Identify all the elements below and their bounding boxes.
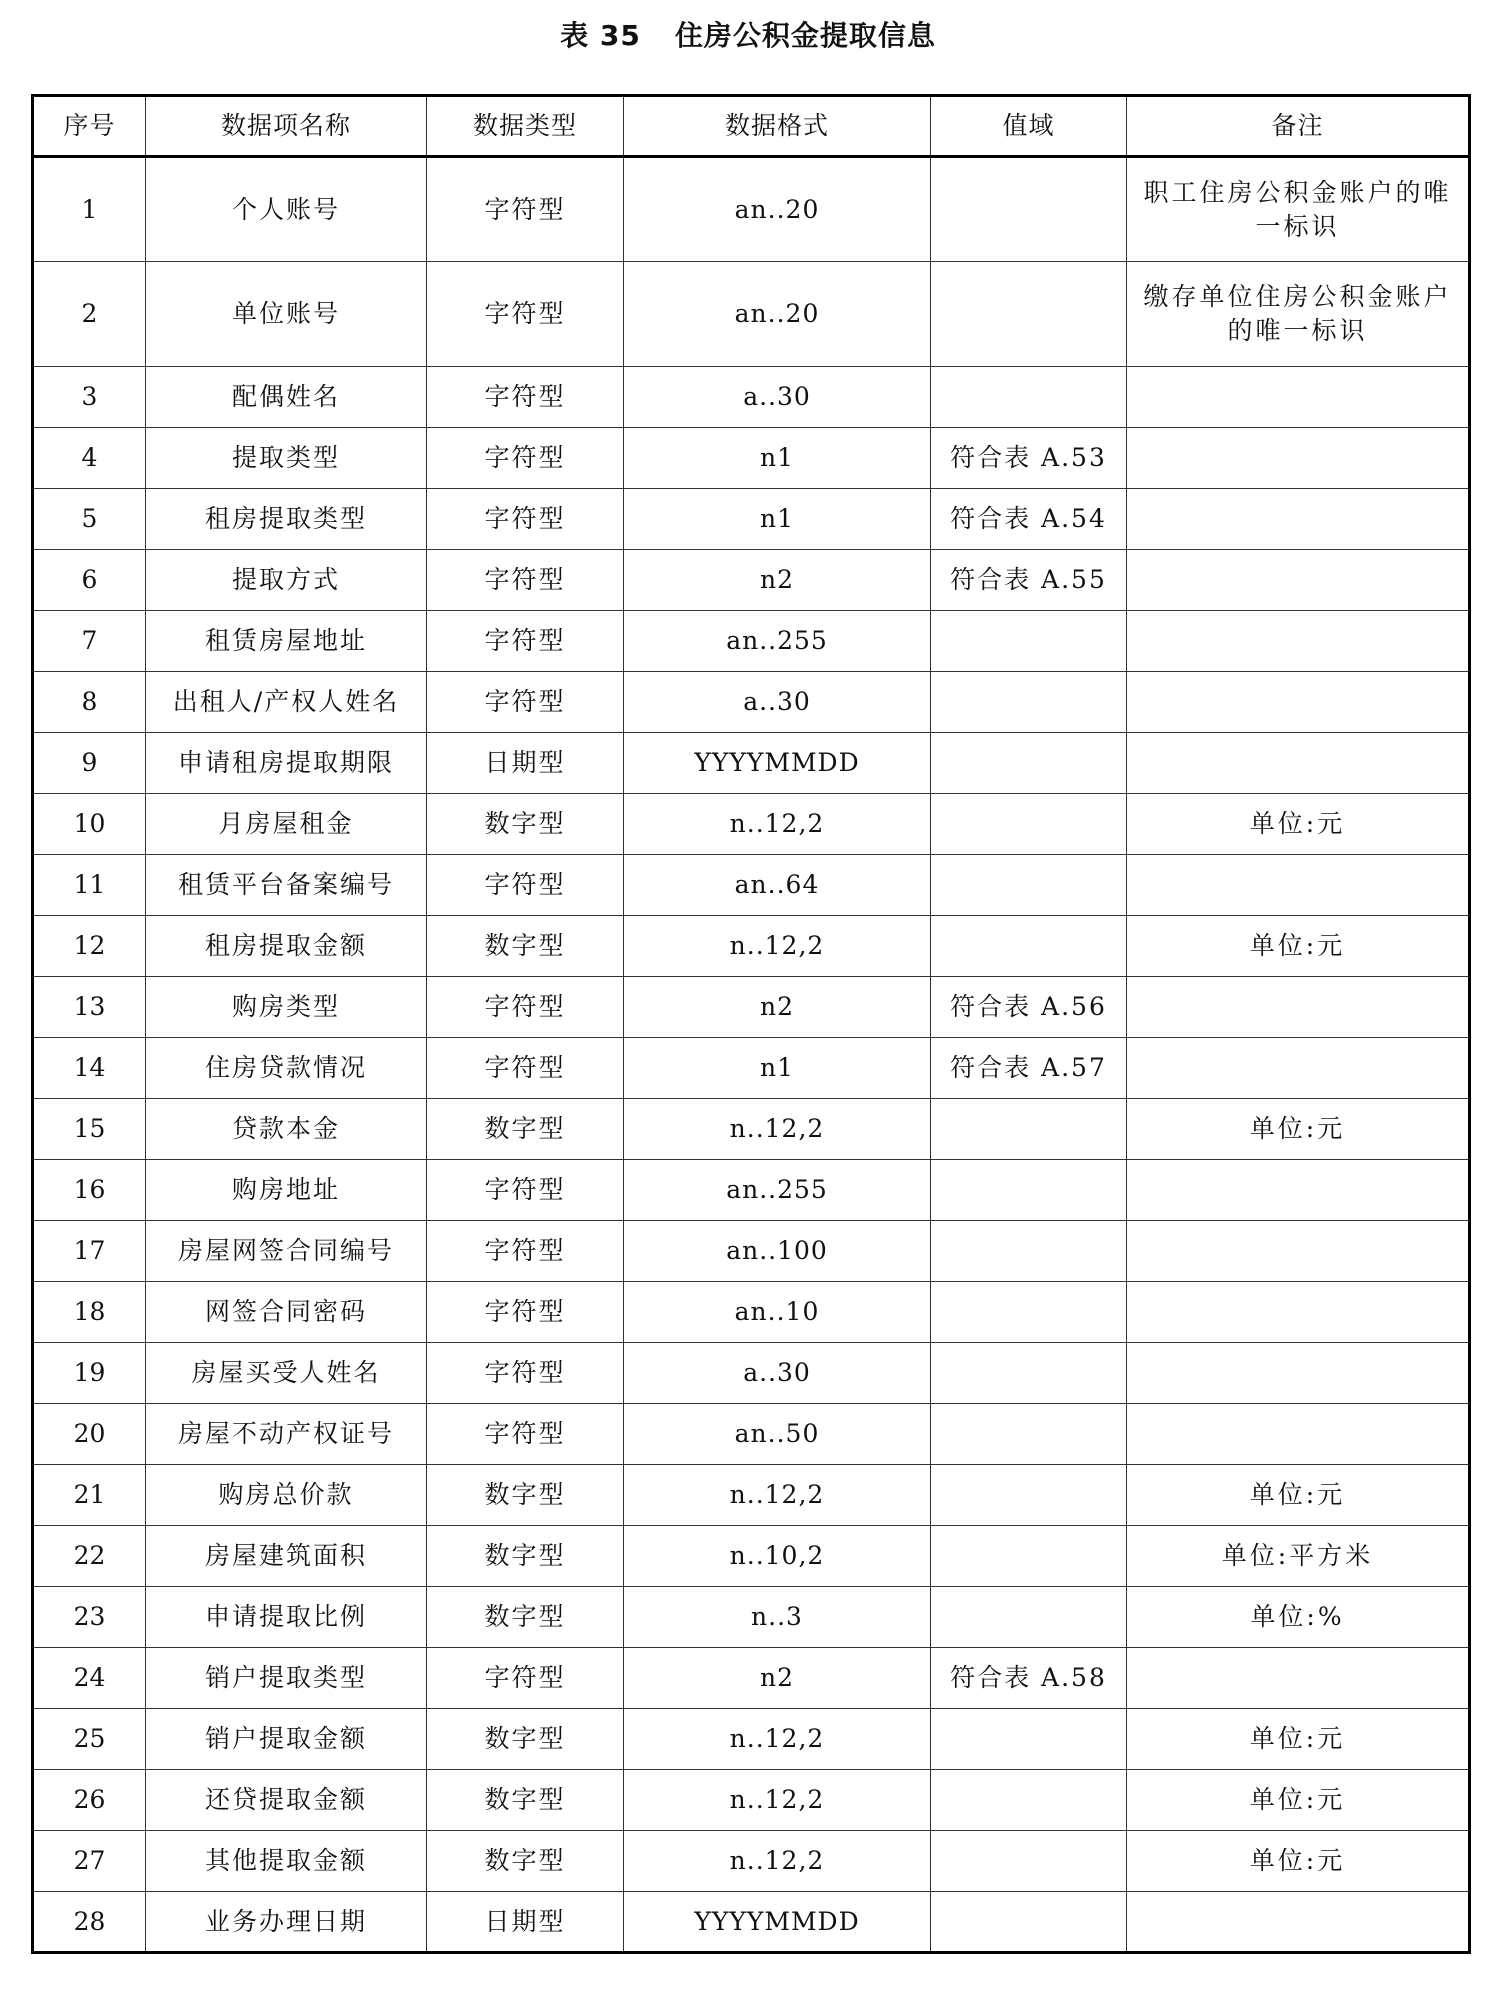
cell-type: 字符型 [427, 1038, 624, 1099]
table-row [33, 157, 1470, 262]
cell-no: 17 [33, 1221, 146, 1282]
cell-name: 销户提取类型 [146, 1648, 427, 1709]
table-header [33, 96, 1470, 157]
cell-no: 5 [33, 489, 146, 550]
table-row [33, 1465, 1470, 1526]
cell-range [931, 733, 1127, 794]
cell-no: 16 [33, 1160, 146, 1221]
table-row [33, 1160, 1470, 1221]
header-row [33, 96, 1470, 157]
cell-range [931, 1099, 1127, 1160]
cell-no: 27 [33, 1831, 146, 1892]
cell-type: 字符型 [427, 855, 624, 916]
cell-note [1127, 1221, 1470, 1282]
cell-name: 购房总价款 [146, 1465, 427, 1526]
cell-range [931, 1404, 1127, 1465]
table-row [33, 1282, 1470, 1343]
cell-type: 字符型 [427, 157, 624, 262]
cell-range [931, 1465, 1127, 1526]
table-row [33, 611, 1470, 672]
table-caption: 住房公积金提取信息 [674, 19, 936, 52]
table-row [33, 1709, 1470, 1770]
cell-format: YYYYMMDD [624, 1892, 931, 1953]
cell-format: an..20 [624, 157, 931, 262]
cell-note [1127, 1282, 1470, 1343]
table-row [33, 1404, 1470, 1465]
cell-note [1127, 1892, 1470, 1953]
table-body [33, 157, 1470, 1953]
cell-no: 12 [33, 916, 146, 977]
cell-type: 数字型 [427, 916, 624, 977]
cell-range [931, 1892, 1127, 1953]
cell-range [931, 794, 1127, 855]
cell-note [1127, 611, 1470, 672]
cell-no: 7 [33, 611, 146, 672]
cell-note: 单位:元 [1127, 1465, 1470, 1526]
cell-format: n2 [624, 977, 931, 1038]
cell-no: 4 [33, 428, 146, 489]
cell-note [1127, 1343, 1470, 1404]
cell-note [1127, 489, 1470, 550]
cell-no: 9 [33, 733, 146, 794]
cell-type: 字符型 [427, 1282, 624, 1343]
cell-type: 字符型 [427, 1221, 624, 1282]
cell-type: 字符型 [427, 1160, 624, 1221]
table-row [33, 1526, 1470, 1587]
cell-name: 房屋网签合同编号 [146, 1221, 427, 1282]
cell-no: 10 [33, 794, 146, 855]
table-row [33, 916, 1470, 977]
cell-name: 业务办理日期 [146, 1892, 427, 1953]
cell-no: 22 [33, 1526, 146, 1587]
cell-format: n..12,2 [624, 1709, 931, 1770]
cell-note [1127, 1038, 1470, 1099]
cell-name: 其他提取金额 [146, 1831, 427, 1892]
table-row [33, 428, 1470, 489]
cell-type: 字符型 [427, 367, 624, 428]
cell-no: 23 [33, 1587, 146, 1648]
table-row [33, 550, 1470, 611]
cell-note [1127, 977, 1470, 1038]
cell-range: 符合表 A.53 [931, 428, 1127, 489]
cell-name: 申请提取比例 [146, 1587, 427, 1648]
table-row [33, 1892, 1470, 1953]
cell-range: 符合表 A.57 [931, 1038, 1127, 1099]
cell-note: 单位:平方米 [1127, 1526, 1470, 1587]
cell-type: 字符型 [427, 428, 624, 489]
cell-name: 个人账号 [146, 157, 427, 262]
header-cell-name: 数据项名称 [146, 96, 427, 157]
cell-name: 申请租房提取期限 [146, 733, 427, 794]
cell-no: 8 [33, 672, 146, 733]
cell-format: n..12,2 [624, 1831, 931, 1892]
table-number: 表 35 [560, 19, 641, 52]
cell-format: n1 [624, 489, 931, 550]
cell-range [931, 367, 1127, 428]
cell-type: 字符型 [427, 1648, 624, 1709]
cell-format: a..30 [624, 672, 931, 733]
cell-no: 18 [33, 1282, 146, 1343]
table-title [0, 14, 1496, 54]
table-row [33, 1038, 1470, 1099]
cell-no: 13 [33, 977, 146, 1038]
cell-type: 字符型 [427, 611, 624, 672]
cell-format: n2 [624, 550, 931, 611]
header-cell-note: 备注 [1127, 96, 1470, 157]
table-row [33, 1587, 1470, 1648]
cell-no: 15 [33, 1099, 146, 1160]
cell-range [931, 1587, 1127, 1648]
cell-type: 字符型 [427, 977, 624, 1038]
cell-type: 字符型 [427, 489, 624, 550]
cell-format: an..20 [624, 262, 931, 367]
cell-no: 1 [33, 157, 146, 262]
cell-no: 25 [33, 1709, 146, 1770]
cell-note [1127, 367, 1470, 428]
cell-range [931, 611, 1127, 672]
cell-type: 日期型 [427, 733, 624, 794]
cell-type: 数字型 [427, 1587, 624, 1648]
cell-range [931, 1343, 1127, 1404]
cell-range [931, 1770, 1127, 1831]
cell-name: 销户提取金额 [146, 1709, 427, 1770]
cell-format: a..30 [624, 367, 931, 428]
cell-note: 缴存单位住房公积金账户的唯一标识 [1127, 262, 1470, 367]
cell-name: 购房地址 [146, 1160, 427, 1221]
cell-format: an..100 [624, 1221, 931, 1282]
cell-note: 单位:元 [1127, 1831, 1470, 1892]
cell-name: 租赁平台备案编号 [146, 855, 427, 916]
cell-note: 单位:元 [1127, 1770, 1470, 1831]
cell-format: n..12,2 [624, 1099, 931, 1160]
cell-name: 月房屋租金 [146, 794, 427, 855]
cell-range [931, 1282, 1127, 1343]
cell-type: 字符型 [427, 550, 624, 611]
cell-range: 符合表 A.58 [931, 1648, 1127, 1709]
cell-range [931, 1221, 1127, 1282]
cell-no: 26 [33, 1770, 146, 1831]
table-row [33, 1343, 1470, 1404]
cell-note [1127, 1160, 1470, 1221]
cell-name: 租赁房屋地址 [146, 611, 427, 672]
cell-name: 提取方式 [146, 550, 427, 611]
cell-format: n..12,2 [624, 916, 931, 977]
cell-format: n1 [624, 1038, 931, 1099]
cell-name: 配偶姓名 [146, 367, 427, 428]
cell-name: 租房提取类型 [146, 489, 427, 550]
cell-name: 房屋买受人姓名 [146, 1343, 427, 1404]
cell-type: 数字型 [427, 1465, 624, 1526]
cell-type: 日期型 [427, 1892, 624, 1953]
cell-format: n..12,2 [624, 1465, 931, 1526]
cell-no: 3 [33, 367, 146, 428]
cell-range [931, 262, 1127, 367]
cell-range [931, 1160, 1127, 1221]
cell-type: 数字型 [427, 1526, 624, 1587]
cell-name: 网签合同密码 [146, 1282, 427, 1343]
cell-no: 24 [33, 1648, 146, 1709]
cell-type: 数字型 [427, 794, 624, 855]
table-row [33, 733, 1470, 794]
cell-type: 数字型 [427, 1099, 624, 1160]
cell-range: 符合表 A.56 [931, 977, 1127, 1038]
cell-range [931, 157, 1127, 262]
cell-no: 21 [33, 1465, 146, 1526]
cell-no: 28 [33, 1892, 146, 1953]
table-row [33, 855, 1470, 916]
cell-name: 房屋不动产权证号 [146, 1404, 427, 1465]
cell-note [1127, 428, 1470, 489]
cell-format: an..50 [624, 1404, 931, 1465]
table-row [33, 1099, 1470, 1160]
table-row [33, 977, 1470, 1038]
cell-type: 数字型 [427, 1770, 624, 1831]
cell-type: 数字型 [427, 1831, 624, 1892]
header-cell-type: 数据类型 [427, 96, 624, 157]
cell-no: 20 [33, 1404, 146, 1465]
cell-note [1127, 1648, 1470, 1709]
cell-type: 数字型 [427, 1709, 624, 1770]
cell-note: 单位:元 [1127, 794, 1470, 855]
cell-no: 19 [33, 1343, 146, 1404]
cell-note: 单位:% [1127, 1587, 1470, 1648]
table-row [33, 794, 1470, 855]
cell-note: 单位:元 [1127, 1099, 1470, 1160]
table-row [33, 367, 1470, 428]
cell-type: 字符型 [427, 1404, 624, 1465]
header-cell-no: 序号 [33, 96, 146, 157]
cell-range [931, 672, 1127, 733]
data-table [31, 94, 1471, 1954]
cell-note [1127, 672, 1470, 733]
table-row [33, 489, 1470, 550]
cell-range [931, 1709, 1127, 1770]
cell-format: an..64 [624, 855, 931, 916]
cell-format: n..3 [624, 1587, 931, 1648]
cell-type: 字符型 [427, 1343, 624, 1404]
table-row [33, 1831, 1470, 1892]
cell-no: 6 [33, 550, 146, 611]
cell-format: n..12,2 [624, 794, 931, 855]
table-row [33, 1221, 1470, 1282]
cell-note [1127, 550, 1470, 611]
cell-note: 职工住房公积金账户的唯一标识 [1127, 157, 1470, 262]
cell-name: 住房贷款情况 [146, 1038, 427, 1099]
cell-note [1127, 1404, 1470, 1465]
cell-range: 符合表 A.54 [931, 489, 1127, 550]
cell-format: an..255 [624, 1160, 931, 1221]
cell-name: 单位账号 [146, 262, 427, 367]
cell-format: n1 [624, 428, 931, 489]
cell-no: 14 [33, 1038, 146, 1099]
cell-format: an..10 [624, 1282, 931, 1343]
cell-format: a..30 [624, 1343, 931, 1404]
cell-range [931, 1526, 1127, 1587]
cell-note [1127, 855, 1470, 916]
cell-name: 贷款本金 [146, 1099, 427, 1160]
cell-format: YYYYMMDD [624, 733, 931, 794]
cell-range [931, 855, 1127, 916]
cell-format: n..10,2 [624, 1526, 931, 1587]
cell-no: 11 [33, 855, 146, 916]
cell-note [1127, 733, 1470, 794]
cell-name: 购房类型 [146, 977, 427, 1038]
cell-range [931, 916, 1127, 977]
cell-type: 字符型 [427, 262, 624, 367]
cell-range: 符合表 A.55 [931, 550, 1127, 611]
table-row [33, 672, 1470, 733]
table-row [33, 1648, 1470, 1709]
cell-format: n..12,2 [624, 1770, 931, 1831]
cell-name: 出租人/产权人姓名 [146, 672, 427, 733]
header-cell-range: 值域 [931, 96, 1127, 157]
cell-format: n2 [624, 1648, 931, 1709]
cell-name: 租房提取金额 [146, 916, 427, 977]
table-row [33, 1770, 1470, 1831]
cell-type: 字符型 [427, 672, 624, 733]
header-cell-format: 数据格式 [624, 96, 931, 157]
cell-range [931, 1831, 1127, 1892]
table-row [33, 262, 1470, 367]
cell-name: 还贷提取金额 [146, 1770, 427, 1831]
cell-note: 单位:元 [1127, 1709, 1470, 1770]
cell-no: 2 [33, 262, 146, 367]
cell-note: 单位:元 [1127, 916, 1470, 977]
cell-name: 提取类型 [146, 428, 427, 489]
cell-name: 房屋建筑面积 [146, 1526, 427, 1587]
cell-format: an..255 [624, 611, 931, 672]
